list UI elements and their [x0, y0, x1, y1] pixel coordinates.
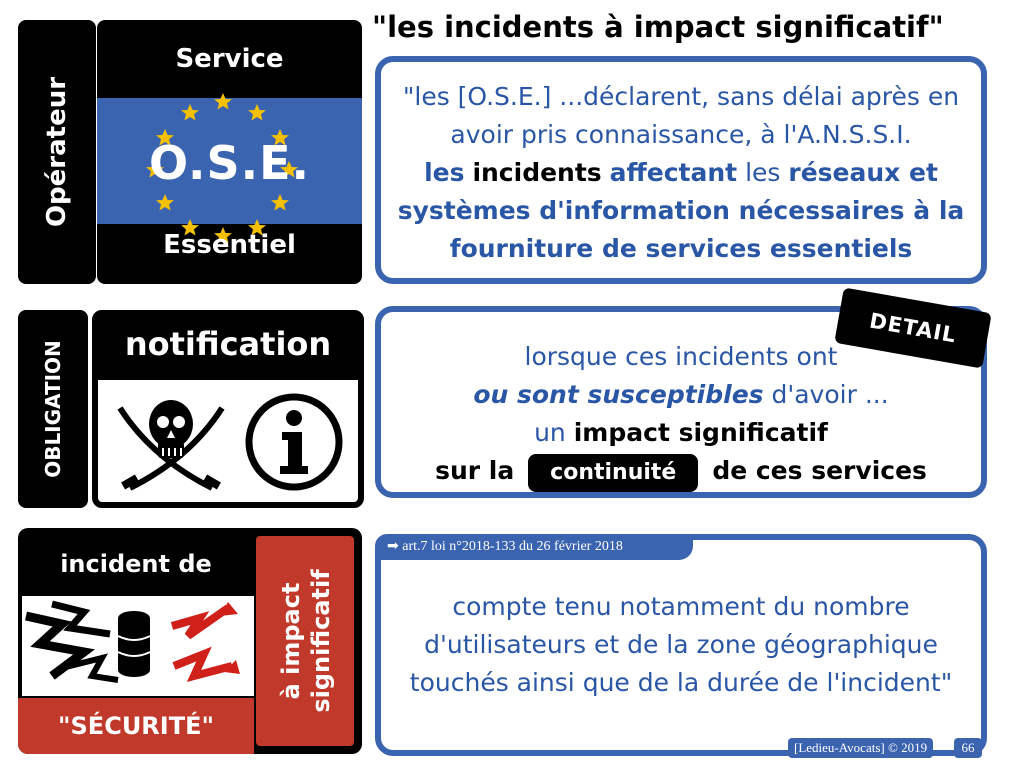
side-label-text: Opérateur	[42, 76, 72, 228]
impact-column	[256, 536, 354, 746]
side-label-text: OBLIGATION	[41, 340, 65, 478]
condition-line-4: sur la continuité de ces services	[381, 452, 981, 492]
quote-line-4: systèmes d'information nécessaires à la	[397, 196, 965, 225]
quote-line-2: avoir pris connaissance, à l'A.N.S.S.I.	[450, 120, 912, 149]
condition-line-2: ou sont susceptibles d'avoir ...	[473, 380, 889, 409]
side-label-operateur	[18, 20, 96, 284]
securite-label: "SÉCURITÉ"	[18, 698, 254, 754]
footer-credit: [Ledieu-Avocats] © 2019	[788, 738, 933, 758]
criteria-line-3: touchés ainsi que de la durée de l'incident"	[409, 668, 953, 697]
quote-line-3: les incidents affectant les réseaux et	[424, 158, 938, 187]
detail-badge: DETAIL	[834, 287, 991, 368]
security-incident-panel	[18, 528, 362, 754]
network-attack-icon	[22, 596, 254, 696]
impact-line-2: significatif	[307, 569, 335, 713]
notification-label: notification	[92, 310, 364, 380]
legal-reference: art.7 loi n°2018-133 du 26 février 2018	[402, 539, 623, 554]
notification-panel	[92, 310, 364, 508]
ose-flag	[97, 20, 362, 284]
condition-line-1: lorsque ces incidents ont	[524, 342, 838, 371]
slide-title: "les incidents à impact significatif"	[372, 10, 944, 44]
arrow-right-icon: ➡	[387, 539, 399, 554]
criteria-line-2: d'utilisateurs et de la zone géographique	[424, 630, 938, 659]
pirate-skull-icon	[112, 388, 230, 496]
ose-label: O.S.E.	[148, 136, 311, 190]
criteria-line-1: compte tenu notamment du nombre	[452, 592, 910, 621]
quote-line-1: "les [O.S.E.] ...déclarent, sans délai après en	[402, 82, 960, 111]
quote-box	[375, 56, 987, 284]
essentiel-label: Essentiel	[163, 230, 296, 260]
page-number: 66	[954, 738, 982, 758]
legal-reference-tab	[375, 534, 693, 560]
continuite-badge: continuité	[528, 454, 698, 492]
incident-de-label: incident de	[60, 550, 212, 578]
quote-line-5: fourniture de services essentiels	[449, 234, 913, 263]
condition-line-3: un impact significatif	[534, 418, 828, 447]
side-label-obligation	[18, 310, 88, 508]
criteria-text	[375, 588, 987, 702]
info-icon	[244, 392, 344, 492]
impact-line-1: à impact	[277, 582, 305, 700]
service-label: Service	[175, 44, 284, 74]
